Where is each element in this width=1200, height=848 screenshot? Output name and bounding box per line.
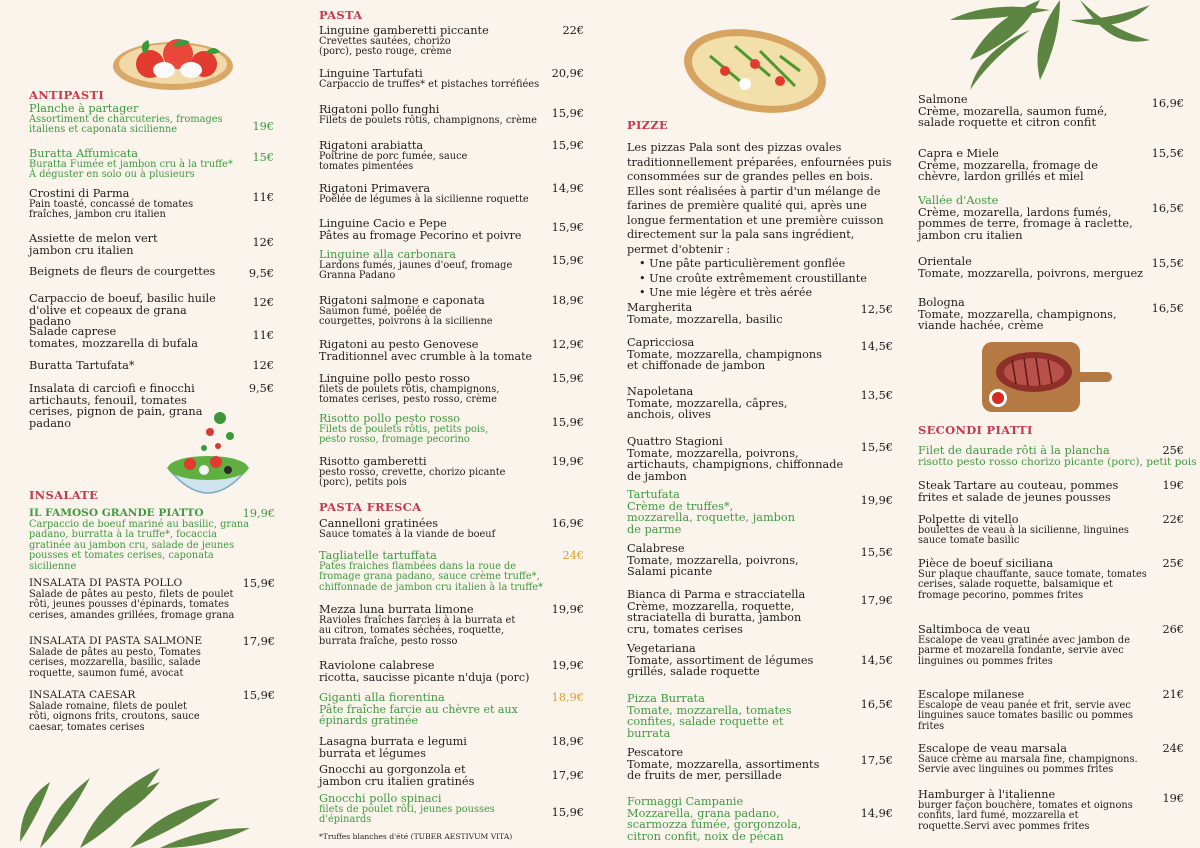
item-desc: Assortiment de charcuteries, fromages italiens et caponata sicilienne — [29, 113, 223, 136]
menu-item — [29, 383, 274, 430]
caprese-illustration — [108, 24, 238, 96]
item-desc: Pain toasté, concassé de tomates fraîches, jambon cru italien — [29, 198, 194, 221]
item-name: Risotto pollo pesto rosso — [319, 412, 461, 425]
item-price: 14,9€ — [551, 182, 584, 195]
item-name: Margherita — [627, 301, 693, 314]
item-price: 16,9€ — [1151, 97, 1184, 110]
item-price: 26€ — [1162, 623, 1184, 636]
item-price: 15,5€ — [860, 546, 893, 559]
item-desc: Tomate, mozzarella, basilic — [627, 312, 783, 326]
item-name: Rigatoni pollo funghi — [319, 103, 440, 116]
item-desc: Sauce tomates à la viande de boeuf — [319, 528, 496, 540]
item-price: 12€ — [252, 236, 274, 249]
menu-item — [627, 543, 893, 578]
item-desc: burrata et légumes — [319, 746, 426, 760]
item-price: 11€ — [252, 329, 274, 342]
item-price: 15€ — [252, 151, 274, 164]
item-desc: Crème de truffes*, mozzarella, roquette, jambon de parme — [627, 499, 795, 537]
item-name: Rigatoni au pesto Genovese — [319, 338, 479, 351]
pizze-intro-p2: Elles sont réalisées à partir d'un mélange de farines de première qualité qui, après une longue fermentation et une première cuisson directement sur la pala sans ingrédient, permet d'obtenir : — [627, 184, 884, 256]
item-name: Escalope milanese — [918, 688, 1025, 701]
section-secondi: SECONDI PIATTI — [918, 423, 1033, 437]
menu-item — [918, 789, 1184, 832]
item-name: Salmone — [918, 93, 968, 106]
item-name: Linguine gamberetti piccante — [319, 24, 489, 37]
item-name: INSALATA CAESAR — [29, 689, 136, 701]
pizze-intro — [627, 141, 895, 301]
item-price: 16,5€ — [1151, 202, 1184, 215]
item-desc: Saumon fumé, poêlée de courgettes, poivrons à la sicilienne — [319, 305, 493, 328]
item-desc: Tomate, mozzarella, champignons, viande hachée, crème — [918, 307, 1117, 333]
menu-item — [29, 188, 274, 221]
pizze-intro-bullet: • Une pâte particulièrement gonflée — [639, 257, 895, 272]
item-price: 15,9€ — [551, 254, 584, 267]
pizza-illustration — [680, 26, 830, 116]
item-price: 19,9€ — [242, 507, 275, 520]
item-price: 22€ — [562, 24, 584, 37]
item-price: 15,9€ — [551, 107, 584, 120]
item-price: 17,9€ — [242, 635, 275, 648]
item-desc: Salade romaine, filets de poulet rôti, oignons frits, croutons, sauce caesar, tomates cerises — [29, 700, 200, 733]
menu-item — [29, 233, 274, 256]
item-desc: Crème, mozarella, saumon fumé, salade roquette et citron confit — [918, 104, 1108, 130]
menu-item — [29, 326, 274, 349]
menu-item — [319, 218, 584, 241]
item-price: 17,5€ — [860, 754, 893, 767]
menu-item — [627, 693, 893, 740]
menu-item — [918, 195, 1184, 242]
item-desc: Carpaccio de boeuf mariné au basilic, grana padano, burratta à la truffe*, focaccia gratinée au jambon cru, salade de jeunes pousses et tomates cerises, caponata sicilienne — [29, 518, 250, 572]
item-price: 17,9€ — [860, 594, 893, 607]
item-price: 12,9€ — [551, 338, 584, 351]
item-name: Carpaccio de boeuf, basilic huile d'olive et copeaux de grana padano — [29, 292, 216, 329]
menu-item — [319, 249, 584, 282]
item-name: Bianca di Parma e stracciatella — [627, 588, 806, 601]
menu-item — [319, 518, 584, 540]
item-price: 15,9€ — [551, 416, 584, 429]
menu-item — [627, 589, 893, 636]
menu-item — [627, 386, 893, 421]
item-desc: Poêlée de légumes à la sicilienne roquette — [319, 193, 529, 205]
pizze-intro-bullet: • Une mie légère et très aérée — [639, 286, 895, 301]
item-name: Giganti alla fiorentina — [319, 691, 445, 704]
item-price: 15,9€ — [551, 372, 584, 385]
item-name: Quattro Stagioni — [627, 435, 723, 448]
item-name: Capricciosa — [627, 336, 695, 349]
item-desc: Tomate, assortiment de légumes grillés, salade roquette — [627, 653, 814, 679]
item-desc: Tomate, mozzarella, champignons et chiffonade de jambon — [627, 347, 822, 373]
menu-item — [29, 148, 274, 181]
menu-item — [319, 413, 584, 446]
menu-item — [319, 550, 584, 593]
menu-item — [918, 297, 1184, 332]
item-desc: Sauce crème au marsala fine, champignons. Servie avec linguines ou pommes frites — [918, 753, 1138, 776]
menu-item — [319, 736, 584, 759]
menu-item — [29, 690, 275, 733]
item-name: Cannelloni gratinées — [319, 517, 439, 530]
item-desc: filets de poulets rôtis, champignons, tomates cerises, pesto rosso, crème — [319, 383, 500, 406]
item-price: 21€ — [1162, 688, 1184, 701]
item-price: 15,9€ — [551, 806, 584, 819]
item-desc: Crevettes sautées, chorizo (porc), pesto rouge, crème — [319, 35, 452, 58]
item-price: 15,5€ — [1151, 147, 1184, 160]
menu-item — [918, 444, 1197, 468]
item-name: Insalata di carciofi e finocchi artichauts, fenouil, tomates cerises, pignon de pain, grana padano — [29, 382, 203, 431]
menu-item — [319, 140, 584, 173]
item-desc: tomates, mozzarella di bufala — [29, 336, 198, 350]
menu-item — [319, 660, 584, 683]
item-price: 12,5€ — [860, 303, 893, 316]
item-desc: Tomate, mozzarella, tomates confites, salade roquette et burrata — [627, 703, 792, 741]
item-name: Tagliatelle tartuffata — [319, 549, 437, 562]
item-desc: Escalope de veau panée et frit, servie avec linguines sauce tomates basilic ou pommes frites — [918, 699, 1133, 732]
item-price: 20,9€ — [551, 67, 584, 80]
item-name: Risotto gamberetti — [319, 455, 427, 468]
menu-item — [319, 339, 584, 362]
item-name: Salade caprese — [29, 325, 117, 338]
item-price: 16,5€ — [860, 698, 893, 711]
item-name: Pescatore — [627, 746, 684, 759]
item-name: Crostini di Parma — [29, 187, 130, 200]
item-price: 18,9€ — [551, 735, 584, 748]
item-name: Mezza luna burrata limone — [319, 603, 474, 616]
item-price: 19€ — [252, 120, 274, 133]
menu-item — [918, 624, 1184, 667]
item-desc: Mozzarella, grana padano, scarmozza fumée, gorgonzola, citron confit, noix de pécan — [627, 806, 802, 844]
item-name: Lasagna burrata e legumi — [319, 735, 467, 748]
menu-item — [319, 793, 584, 826]
menu-item — [627, 436, 893, 483]
item-desc: Tomate, mozzarella, poivrons, artichauts, champignons, chiffonnade de jambon — [627, 446, 844, 484]
item-name: INSALATA DI PASTA POLLO — [29, 577, 183, 589]
item-name: Rigatoni salmone e caponata — [319, 294, 485, 307]
item-price: 19,9€ — [551, 603, 584, 616]
item-price: 19€ — [1162, 792, 1184, 805]
item-price: 17,9€ — [551, 769, 584, 782]
menu-item — [319, 183, 584, 205]
leaves-bottom-left — [0, 752, 260, 848]
item-price: 22€ — [1162, 513, 1184, 526]
item-desc: Carpaccio de truffes* et pistaches torréfiées — [319, 78, 540, 90]
menu-item — [627, 747, 893, 782]
menu-item — [918, 148, 1184, 183]
menu-item — [29, 103, 274, 136]
menu-item — [918, 256, 1184, 279]
menu-item — [627, 337, 893, 372]
item-name: IL FAMOSO GRANDE PIATTO — [29, 507, 204, 519]
item-price: 24€ — [562, 549, 584, 562]
item-desc: Filets de poulets rôtis, champignons, crème — [319, 114, 537, 126]
item-desc: Pâte fraîche farcie au chèvre et aux épinards gratinée — [319, 702, 518, 728]
menu-item — [29, 578, 275, 621]
item-name: Rigatoni Primavera — [319, 182, 431, 195]
menu-item — [29, 293, 274, 328]
section-pasta-fresca: PASTA FRESCA — [319, 500, 422, 514]
menu-item — [627, 643, 893, 678]
item-desc: Tomate, mozzarella, poivrons, merguez — [918, 266, 1144, 280]
item-name: Linguine alla carbonara — [319, 248, 456, 261]
item-desc: Filets de poulets rôtis, petits pois, pesto rosso, fromage pecorino — [319, 423, 489, 446]
item-desc: filets de poulet rôti, jeunes pousses d'épinards — [319, 803, 495, 826]
menu-item — [918, 558, 1184, 601]
menu-item — [319, 373, 584, 406]
item-price: 9,5€ — [248, 267, 274, 280]
item-name: Linguine Cacio e Pepe — [319, 217, 447, 230]
item-price: 15,9€ — [242, 689, 275, 702]
menu-item — [918, 689, 1184, 732]
menu-item — [918, 743, 1184, 776]
item-price: 19,9€ — [551, 659, 584, 672]
item-name: Linguine Tartufati — [319, 67, 423, 80]
item-desc: risotto pesto rosso chorizo picante (porc), petit pois — [918, 455, 1197, 468]
section-pasta: PASTA — [319, 8, 363, 22]
menu-item — [29, 360, 274, 372]
menu-item — [319, 25, 584, 58]
item-name: Pièce de boeuf siciliana — [918, 557, 1054, 570]
item-name: Calabrese — [627, 542, 685, 555]
item-name: Gnocchi au gorgonzola et jambon cru italien gratinés — [319, 763, 475, 788]
item-desc: Salade de pâtes au pesto, Tomates cerises, mozzarella, basilic, salade roquette, saumon fumé, avocat — [29, 646, 201, 679]
item-desc: Salade de pâtes au pesto, filets de poulet rôti, jeunes pousses d'épinards, tomates cerises, amandes grillées, fromage grana — [29, 588, 235, 621]
menu-item — [319, 104, 584, 126]
item-name: Vegetariana — [627, 642, 696, 655]
menu-item — [319, 764, 584, 787]
item-name: Beignets de fleurs de courgettes — [29, 265, 216, 278]
menu-item — [319, 68, 584, 90]
item-name: Formaggi Campanie — [627, 795, 744, 808]
item-desc: boulettes de veau à la sicilienne, linguines sauce tomate basilic — [918, 524, 1129, 547]
item-price: 12€ — [252, 296, 274, 309]
item-price: 18,9€ — [551, 691, 584, 704]
item-name: Bologna — [918, 296, 965, 309]
item-name: Saltimboca de veau — [918, 623, 1031, 636]
item-desc: Crème, mozarella, lardons fumés, pommes de terre, fromage à raclette, jambon cru italien — [918, 205, 1133, 243]
item-desc: Crème, mozzarella, fromage de chèvre, lardon grillés et miel — [918, 158, 1098, 184]
item-price: 16,5€ — [1151, 302, 1184, 315]
item-name: Tartufata — [627, 488, 680, 501]
menu-item — [918, 514, 1184, 547]
item-desc: ricotta, saucisse picante n'duja (porc) — [319, 670, 530, 684]
item-desc: Tomate, mozzarella, assortiments de fruits de mer, persillade — [627, 757, 820, 783]
item-price: 19,9€ — [551, 455, 584, 468]
menu-item — [319, 456, 584, 489]
item-price: 16,9€ — [551, 517, 584, 530]
item-price: 14,9€ — [860, 807, 893, 820]
item-name: Raviolone calabrese — [319, 659, 435, 672]
item-desc: Lardons fumés, jaunes d'oeuf, fromage Granna Padano — [319, 259, 513, 282]
item-price: 15,9€ — [551, 221, 584, 234]
pizze-intro-bullets — [627, 257, 895, 301]
steak-board-illustration — [976, 338, 1114, 418]
item-desc: Poitrine de porc fumée, sauce tomates pimentées — [319, 150, 468, 173]
menu-item — [29, 266, 274, 278]
item-price: 15,9€ — [242, 577, 275, 590]
item-name: Buratta Tartufata* — [29, 359, 135, 372]
item-price: 15,9€ — [551, 139, 584, 152]
item-price: 24€ — [1162, 742, 1184, 755]
pizze-intro-p1: Les pizzas Pala sont des pizzas ovales traditionnellement préparées, enfournées puis consommées sur de grandes pelles en bois. — [627, 141, 892, 183]
item-desc: burger façon bouchère, tomates et oignons confits, lard fumé, mozzarella et roquette.Servi avec pommes frites — [918, 799, 1133, 832]
item-price: 12€ — [252, 359, 274, 372]
section-insalate: INSALATE — [29, 488, 99, 502]
item-name: Escalope de veau marsala — [918, 742, 1067, 755]
pizze-intro-bullet: • Une croûte extrêmement croustillante — [639, 272, 895, 287]
menu-item — [918, 94, 1184, 129]
item-price: 13,5€ — [860, 389, 893, 402]
section-pizze: PIZZE — [627, 118, 669, 132]
item-desc: Tomate, mozzarella, poivrons, Salami picante — [627, 553, 799, 579]
item-name: Pizza Burrata — [627, 692, 705, 705]
item-name: Buratta Affumicata — [29, 147, 139, 160]
menu-item — [918, 480, 1184, 503]
item-price: 25€ — [1162, 557, 1184, 570]
item-name: Gnocchi pollo spinaci — [319, 792, 442, 805]
item-name: Capra e Miele — [918, 147, 999, 160]
item-name: Linguine pollo pesto rosso — [319, 372, 470, 385]
item-name: Vallée d'Aoste — [918, 194, 999, 207]
item-name: Napoletana — [627, 385, 694, 398]
item-name: Steak Tartare au couteau, pommes frites et salade de jeunes pousses — [918, 479, 1119, 504]
item-price: 14,5€ — [860, 340, 893, 353]
item-desc: Escalope de veau gratinée avec jambon de parme et mozarella fondante, servie avec linguines ou pommes frites — [918, 634, 1130, 667]
menu-item — [627, 796, 893, 843]
menu-item — [319, 295, 584, 328]
menu-item — [627, 302, 893, 325]
item-desc: Buratta Fumée et jambon cru à la truffe* À déguster en solo ou à plusieurs — [29, 158, 233, 181]
item-name: Rigatoni arabiatta — [319, 139, 424, 152]
leaves-top-right — [930, 0, 1160, 96]
item-name: INSALATA DI PASTA SALMONE — [29, 635, 203, 647]
item-desc: Pates fraiches flambées dans la roue de fromage grana padano, sauce crème truffe*, chiffonnade de jambon cru italien à la truffe* — [319, 560, 543, 593]
menu-item — [319, 604, 584, 647]
item-price: 25€ — [1162, 444, 1184, 457]
item-price: 15,5€ — [860, 441, 893, 454]
item-name: Orientale — [918, 255, 972, 268]
item-price: 15,5€ — [1151, 257, 1184, 270]
item-price: 18,9€ — [551, 294, 584, 307]
menu-item — [319, 692, 584, 727]
section-antipasti: ANTIPASTI — [29, 88, 105, 102]
item-desc: Crème, mozzarella, roquette, straciatella di buratta, jambon cru, tomates cerises — [627, 599, 802, 637]
item-price: 9,5€ — [248, 382, 274, 395]
item-price: 19,9€ — [860, 494, 893, 507]
item-name: Hamburger à l'italienne — [918, 788, 1056, 801]
item-desc: Sur plaque chauffante, sauce tomate, tomates cerises, salade roquette, balsamique et fromage pecorino, pommes frites — [918, 568, 1147, 601]
item-desc: Traditionnel avec crumble à la tomate — [319, 349, 532, 363]
menu-item — [627, 489, 893, 536]
item-name: Polpette di vitello — [918, 513, 1019, 526]
item-name: Filet de daurade rôti à la plancha — [918, 444, 1110, 457]
item-desc: Ravioles fraîches farcies à la burrata et au citron, tomates séchées, roquette, burrata fraîche, pesto rosso — [319, 614, 516, 647]
menu-item — [29, 508, 275, 572]
item-price: 11€ — [252, 191, 274, 204]
truffle-footnote: *Truffes blanches d'été (TUBER AESTIVUM VITA) — [319, 832, 513, 841]
item-name: Assiette de melon vert jambon cru italien — [29, 232, 158, 257]
item-name: Planche à partager — [29, 102, 139, 115]
item-desc: Pâtes au fromage Pecorino et poivre — [319, 228, 522, 242]
menu-item — [29, 636, 275, 679]
item-desc: pesto rosso, crevette, chorizo picante (porc), petits pois — [319, 466, 506, 489]
item-price: 14,5€ — [860, 654, 893, 667]
item-price: 19€ — [1162, 479, 1184, 492]
item-desc: Tomate, mozzarella, câpres, anchois, olives — [627, 396, 788, 422]
